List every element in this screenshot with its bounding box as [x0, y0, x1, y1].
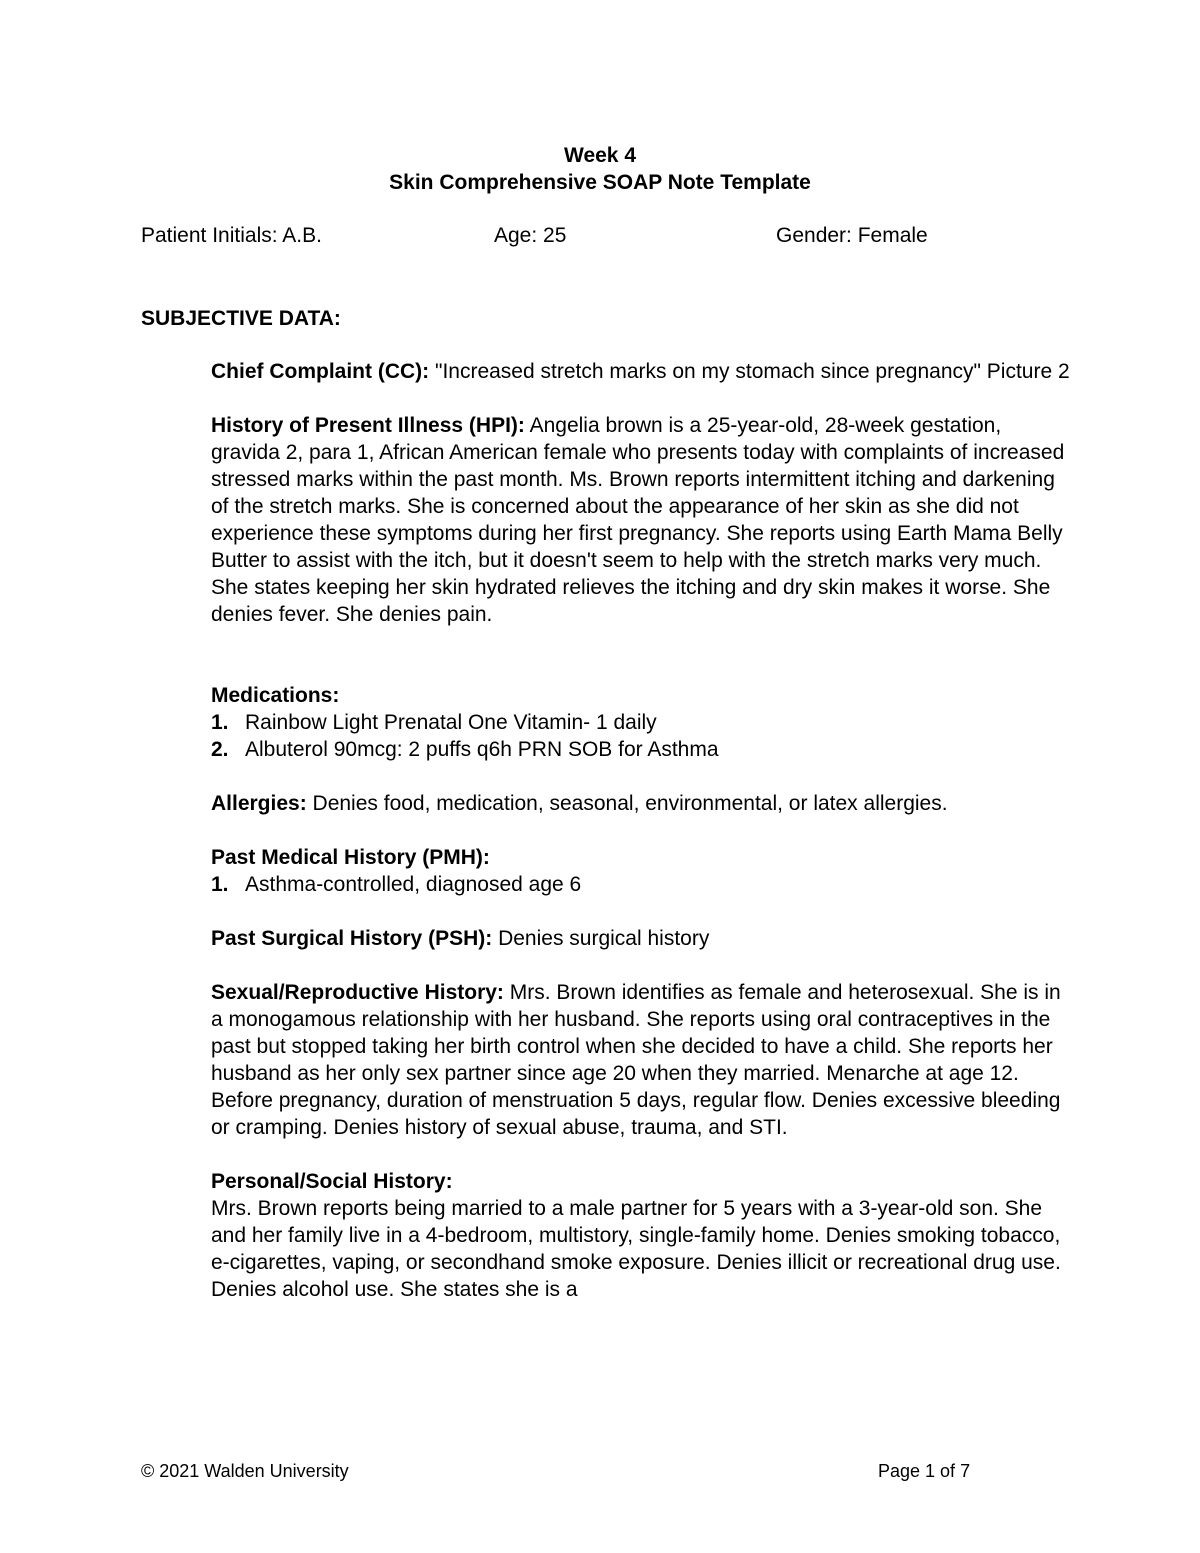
pmh-text: Asthma-controlled, diagnosed age 6 — [245, 873, 582, 896]
subjective-heading: SUBJECTIVE DATA: — [141, 307, 341, 330]
medication-text: Albuterol 90mcg: 2 puffs q6h PRN SOB for Asthma — [245, 738, 719, 761]
week-heading: Week 4 — [564, 144, 636, 167]
pmh-label: Past Medical History (PMH): — [211, 846, 490, 869]
hpi-label: History of Present Illness (HPI): — [211, 414, 525, 437]
chief-complaint — [211, 358, 1071, 385]
list-number: 1. — [211, 873, 229, 896]
subjective-content — [211, 358, 1071, 1303]
footer-copyright: © 2021 Walden University — [141, 1461, 349, 1481]
allergies-label: Allergies: — [211, 792, 307, 815]
psh-text: Denies surgical history — [492, 927, 710, 950]
patient-age: Age: 25 — [494, 224, 567, 247]
allergies-text: Denies food, medication, seasonal, environmental, or latex allergies. — [306, 792, 948, 815]
medications-label: Medications: — [211, 684, 340, 707]
medication-text: Rainbow Light Prenatal One Vitamin- 1 daily — [245, 711, 657, 734]
list-number: 2. — [211, 738, 229, 761]
patient-info-row — [141, 222, 1061, 250]
list-number: 1. — [211, 711, 229, 734]
sexual-history — [211, 979, 1071, 1141]
patient-initials: Patient Initials: A.B. — [141, 224, 322, 247]
allergies — [211, 790, 1071, 817]
cc-text: "Increased stretch marks on my stomach since pregnancy" Picture 2 — [429, 360, 1070, 383]
social-text: Mrs. Brown reports being married to a male partner for 5 years with a 3-year-old son. She and her family live in a 4-bedroom, multistory, single-family home. Denies smoking tobacco, e-cigarettes, vaping, or secondhand smoke exposure. Denies illicit or recreational drug use. Denies alcohol use. She states she is a — [211, 1197, 1061, 1301]
psh — [211, 925, 1071, 952]
medication-item — [211, 736, 1071, 763]
sexual-label: Sexual/Reproductive History: — [211, 981, 504, 1004]
psh-label: Past Surgical History (PSH): — [211, 927, 493, 950]
sexual-text: Mrs. Brown identifies as female and heterosexual. She is in a monogamous relationship with her husband. She reports using oral contraceptives in the past but stopped taking her birth control when she decided to have a child. She reports her husband as her only sex partner since age 20 when they married. Menarche at age 12. Before pregnancy, duration of menstruation 5 days, regular flow. Denies excessive bleeding or cramping. Denies history of sexual abuse, trauma, and STI. — [211, 981, 1061, 1139]
social-label: Personal/Social History: — [211, 1170, 453, 1193]
hpi-text: Angelia brown is a 25-year-old, 28-week gestation, gravida 2, para 1, African American female who presents today with complaints of increased stressed marks within the past month. Ms. Brown reports intermittent itching and darkening of the stretch marks. She is concerned about the appearance of her skin as she did not experience these symptoms during her first pregnancy. She reports using Earth Mama Belly Butter to assist with the itch, but it doesn't seem to help with the stretch marks very much. She states keeping her skin hydrated relieves the itching and dry skin makes it worse. She denies fever. She denies pain. — [211, 414, 1065, 626]
footer-page-number: Page 1 of 7 — [878, 1461, 971, 1481]
pmh-item — [211, 871, 1071, 898]
patient-gender: Gender: Female — [776, 224, 928, 247]
hpi — [211, 412, 1071, 628]
document-title: Skin Comprehensive SOAP Note Template — [389, 171, 811, 194]
medication-item — [211, 709, 1071, 736]
cc-label: Chief Complaint (CC): — [211, 360, 430, 383]
